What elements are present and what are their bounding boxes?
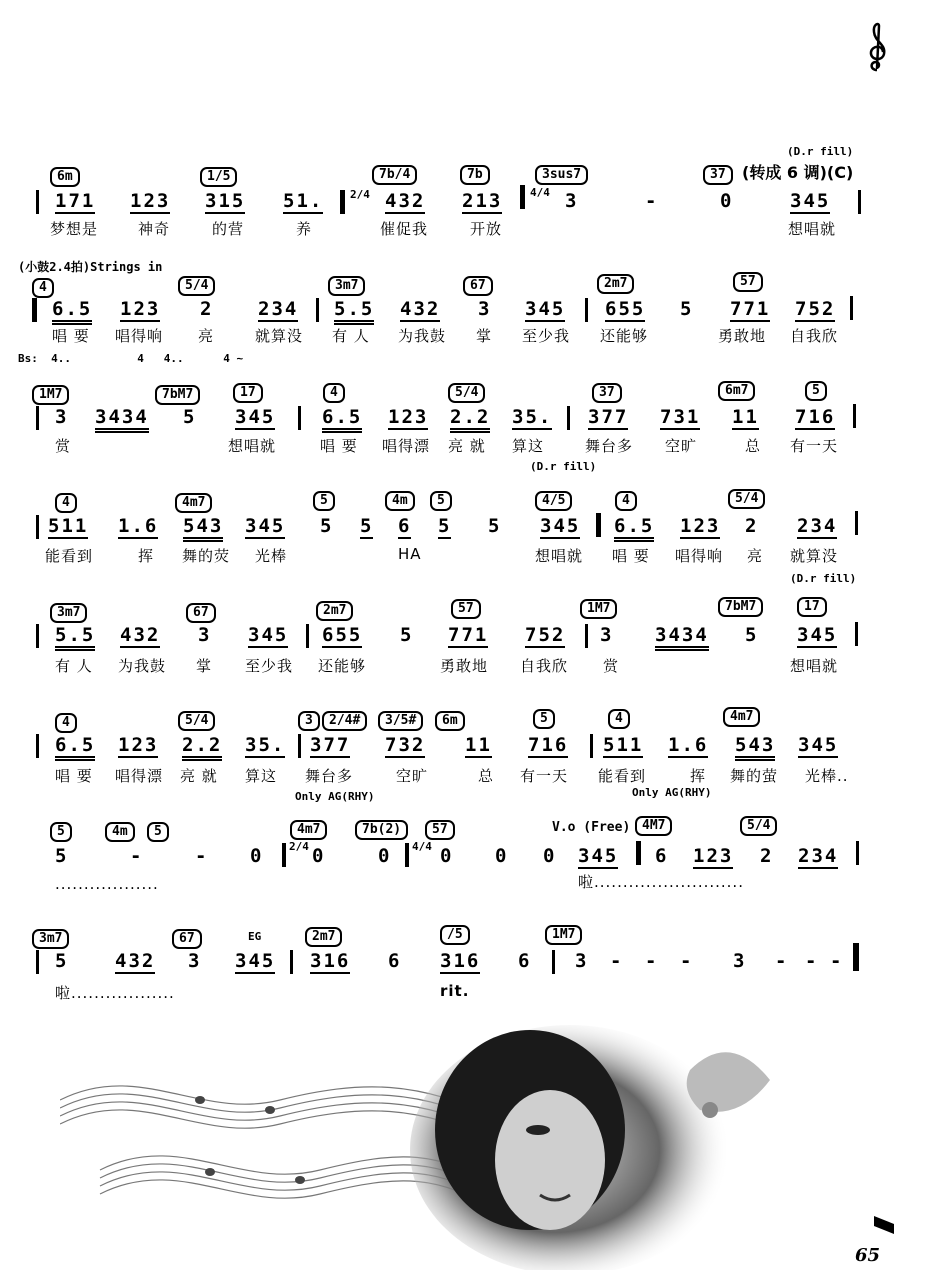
barline [36,190,39,214]
barline [298,406,301,430]
note: 6 [518,950,532,972]
chord-4m: 4m [105,822,135,842]
lyric: 为我鼓 [118,657,167,675]
time-signature: 4/4 [530,186,550,199]
lyric: 唱得漂 [115,767,164,785]
chord-7bM7: 7bM7 [718,597,763,617]
note-group: 3434 [95,406,149,428]
note-dash: - [130,845,144,867]
note: 3 [565,190,579,212]
note-dash: - [680,950,694,972]
chord-7bM7: 7bM7 [155,385,200,405]
chord-4: 4 [615,491,637,511]
chord-7b2: 7b(2) [355,820,408,840]
barline [306,624,309,648]
chord-67: 67 [186,603,216,623]
chord-4m7: 4m7 [175,493,212,513]
lyric: 能看到 [45,547,94,565]
double-barline [596,513,601,537]
time-signature: 2/4 [350,188,370,201]
lyric: 还能够 [318,657,367,675]
rit-marking: rit. [440,982,470,1000]
barline [855,622,858,646]
chord-6m: 6m [50,167,80,187]
time-signature: 4/4 [412,840,432,853]
note-group: 752 [795,298,836,320]
chord-5: 5 [147,822,169,842]
note-group: 432 [400,298,441,320]
lyric: 啦.......................... [578,873,744,891]
barline [36,515,39,539]
note-group: 316 [310,950,351,972]
lyric: 自我欣 [790,327,839,345]
note: 5 [55,950,69,972]
note-group: 11 [732,406,759,428]
chord-3m7: 3m7 [50,603,87,623]
note: 3 [55,406,69,428]
note-group: 234 [258,298,299,320]
chord-4m: 4m [385,491,415,511]
chord-17: 17 [797,597,827,617]
note: 2 [760,845,774,867]
barline [316,298,319,322]
chord-2-4sharp: 2/4# [322,711,367,731]
note: 3 [575,950,589,972]
lyric: 舞的荧 [182,547,231,565]
chord-3m7: 3m7 [32,929,69,949]
note-group: 2.2 [450,406,490,428]
note-group: 3434 [655,624,709,646]
portrait-photo-illustration [410,1010,790,1270]
chord-3m7: 3m7 [328,276,365,296]
lyric: 勇敢地 [718,327,767,345]
lyric: 勇敢地 [440,657,489,675]
lyric: 有一天 [790,437,839,455]
note-group: 432 [120,624,161,646]
note-group: 432 [115,950,156,972]
chord-17: 17 [233,383,263,403]
note: 6 [388,950,402,972]
eg-annotation: EG [248,930,262,943]
lyric: 唱 要 [55,767,93,785]
chord-5-4: 5/4 [728,489,765,509]
double-barline [636,841,641,865]
double-barline [340,190,345,214]
lyric: 算这 [245,767,278,785]
barline [567,406,570,430]
chord-6m7: 6m7 [718,381,755,401]
note-group: 771 [448,624,489,646]
chord-67: 67 [172,929,202,949]
lyric: 舞台多 [305,767,354,785]
chord-7b: 7b [460,165,490,185]
lyric: 亮 [198,327,215,345]
treble-clef-icon [862,22,892,72]
note-group: 345 [235,406,276,428]
chord-3sus7: 3sus7 [535,165,588,185]
note-group: 345 [790,190,831,212]
note-group: 345 [798,734,839,756]
chord-5: 5 [430,491,452,511]
lyric: 亮 就 [448,437,486,455]
barline [298,734,301,758]
page-number: 65 [855,1245,881,1266]
note-group: 377 [588,406,629,428]
note: 5 [183,406,197,428]
note-group: 732 [385,734,426,756]
note-group: 2.2 [182,734,222,756]
note-rest: 0 [720,190,734,212]
note-group: 655 [605,298,646,320]
note: 2 [745,515,759,537]
note: 5 [320,515,334,537]
barline [290,950,293,974]
lyric: 还能够 [600,327,649,345]
note-group: 123 [680,515,721,537]
chord-2m7: 2m7 [597,274,634,294]
barline [850,296,853,320]
lyric: 神奇 [138,220,171,238]
note-dash: - [195,845,209,867]
chord-6m: 6m [435,711,465,731]
lyric: 梦想是 [50,220,99,238]
note-group: 543 [183,515,223,537]
only-ag-annotation: Only AG(RHY) [632,786,712,799]
note-group: 51. [283,190,324,212]
chord-4: 4 [323,383,345,403]
lyric: 光棒.. [805,767,849,785]
lyric: 想唱就 [228,437,277,455]
voice-free-annotation: V.o (Free) [552,820,631,835]
chord-4: 4 [55,713,77,733]
drum-fill-annotation: (D.r fill) [787,145,854,158]
chord-57: 57 [733,272,763,292]
note: 3 [188,950,202,972]
note-group: 345 [248,624,289,646]
chord-7b-4: 7b/4 [372,165,417,185]
barline [858,190,861,214]
note: 5 [400,624,414,646]
lyric: 能看到 [598,767,647,785]
double-barline [32,298,37,322]
chord-5: 5 [533,709,555,729]
chord-3: 3 [298,711,320,731]
lyric: 亮 就 [180,767,218,785]
note-group: 171 [55,190,96,212]
note-group: 123 [118,734,159,756]
time-signature: 2/4 [289,840,309,853]
note-group: 6 [398,515,412,537]
note-group: 716 [528,734,569,756]
chord-4m7: 4m7 [723,707,760,727]
lyric: 总 [478,767,495,785]
note-rest: 0 [250,845,264,867]
note-group: 123 [130,190,171,212]
chord-5-4: 5/4 [178,276,215,296]
lyric: 舞台多 [585,437,634,455]
note-group: 377 [310,734,351,756]
drum-fill-annotation: (D.r fill) [530,460,597,473]
note-rest: 0 [440,845,454,867]
lyric: 总 [745,437,762,455]
chord-67: 67 [463,276,493,296]
note-group: 543 [735,734,775,756]
lyric: 唱 要 [612,547,650,565]
note-group: 752 [525,624,566,646]
chord-4m7: 4m7 [290,820,327,840]
lyric: 唱得响 [115,327,164,345]
lyric: 挥 [690,767,707,785]
lyric: 有一天 [520,767,569,785]
note-group: 35. [512,406,553,428]
chord-4: 4 [608,709,630,729]
note: 3 [733,950,747,972]
note-group: 5 [360,515,374,537]
note-group: 6.5 [614,515,654,537]
note-group: 731 [660,406,701,428]
note-group: 771 [730,298,771,320]
note: 6 [655,845,669,867]
note-group: 213 [462,190,503,212]
note-group: 345 [525,298,566,320]
chord-4: 4 [55,493,77,513]
note-rest: 0 [378,845,392,867]
lyric: 唱得漂 [382,437,431,455]
barline [36,406,39,430]
barline [855,511,858,535]
strings-annotation: (小鼓2.4拍)Strings in [18,260,163,274]
lyric: 空旷 [665,437,698,455]
barline [36,734,39,758]
chord-1M7: 1M7 [545,925,582,945]
note: 3 [600,624,614,646]
lyric: 的营 [212,220,245,238]
note-group: 123 [120,298,161,320]
barline [36,950,39,974]
chord-4M7: 4M7 [635,816,672,836]
barline [590,734,593,758]
note-group: 123 [388,406,429,428]
note: 5 [680,298,694,320]
note-group: 345 [540,515,581,537]
note-group: 511 [603,734,644,756]
lyric: 就算没 [790,547,839,565]
note-group: 345 [578,845,619,867]
drum-fill-annotation: (D.r fill) [790,572,857,585]
note-group: 345 [797,624,838,646]
lyric: 空旷 [396,767,429,785]
note-group: 1.6 [668,734,709,756]
note-group: 11 [465,734,492,756]
chord-3-5sharp: 3/5# [378,711,423,731]
chord-1-5: 1/5 [200,167,237,187]
lyric: 想唱就 [790,657,839,675]
lyric: 催促我 [380,220,429,238]
lyric: 算这 [512,437,545,455]
note-group: 655 [322,624,363,646]
lyric: 为我鼓 [398,327,447,345]
note-group: 5.5 [334,298,374,320]
lyric: 有 人 [55,657,93,675]
note-group: 35. [245,734,286,756]
chord-2m7: 2m7 [305,927,342,947]
note-group: 5.5 [55,624,95,646]
note-dash: - [645,950,659,972]
barline [585,298,588,322]
chord-57: 57 [425,820,455,840]
note-rest: 0 [312,845,326,867]
note: 5 [745,624,759,646]
lyric: 赏 [603,657,620,675]
chord-37: 37 [703,165,733,185]
double-barline [405,843,409,867]
lyric: 至少我 [522,327,571,345]
note-group: 432 [385,190,426,212]
note-group: 6.5 [55,734,95,756]
barline [585,624,588,648]
lyric: 啦.................. [55,984,175,1002]
note: 5 [488,515,502,537]
note-dash: - [610,950,624,972]
lyric: 想唱就 [788,220,837,238]
barline [36,624,39,648]
note-group: 716 [795,406,836,428]
lyric: 有 人 [332,327,370,345]
note-group: 345 [245,515,286,537]
note-rest: 0 [495,845,509,867]
note-group: 1.6 [118,515,159,537]
lyric: 挥 [138,547,155,565]
lyric: 想唱就 [535,547,584,565]
note-group: 123 [693,845,734,867]
lyric: 开放 [470,220,503,238]
note: 3 [478,298,492,320]
chord-5-4: 5/4 [178,711,215,731]
note-rest: 0 [543,845,557,867]
note-dash: - [830,950,844,972]
note-group: 234 [798,845,839,867]
lyric: HA [398,545,422,563]
note-group: 511 [48,515,89,537]
note-group: 315 [205,190,246,212]
note: 2 [200,298,214,320]
final-barline [853,943,859,971]
note: 3 [198,624,212,646]
chord-5: 5 [313,491,335,511]
note-group: 234 [797,515,838,537]
lyric: 掌 [196,657,213,675]
lyric: 养 [296,220,313,238]
chord-slash-5: /5 [440,925,470,945]
chord-5-4: 5/4 [448,383,485,403]
barline [853,404,856,428]
barline [856,841,859,865]
chord-57: 57 [451,599,481,619]
lyric: 唱 要 [320,437,358,455]
note: 5 [55,845,69,867]
chord-5-4: 5/4 [740,816,777,836]
chord-37: 37 [592,383,622,403]
note-group: 345 [235,950,276,972]
double-barline [520,185,525,209]
lyric: 就算没 [255,327,304,345]
only-ag-annotation: Only AG(RHY) [295,790,375,803]
barline [552,950,555,974]
key-change-note: (转成 6 调)(C) [742,163,854,182]
lyric: .................. [55,875,159,893]
note-dash: - [645,190,659,212]
double-barline [282,843,286,867]
chord-4-5: 4/5 [535,491,572,511]
note-dash: - [775,950,789,972]
lyric: 亮 [747,547,764,565]
lyric: 唱得响 [675,547,724,565]
chord-5: 5 [805,381,827,401]
note-group: 316 [440,950,481,972]
lyric: 自我欣 [520,657,569,675]
chord-5: 5 [50,822,72,842]
lyric: 舞的萤 [730,767,779,785]
chord-1M7: 1M7 [580,599,617,619]
bass-annotation: Bs: 4.. 4 4.. 4 ~ [18,352,244,365]
lyric: 赏 [55,437,72,455]
note-group: 6.5 [322,406,362,428]
chord-1M7: 1M7 [32,385,69,405]
lyric: 至少我 [245,657,294,675]
note-group: 6.5 [52,298,92,320]
note-group: 5 [438,515,452,537]
lyric: 光棒 [255,547,288,565]
chord-4: 4 [32,278,54,298]
chord-2m7: 2m7 [316,601,353,621]
lyric: 掌 [476,327,493,345]
note-dash: - [805,950,819,972]
lyric: 唱 要 [52,327,90,345]
